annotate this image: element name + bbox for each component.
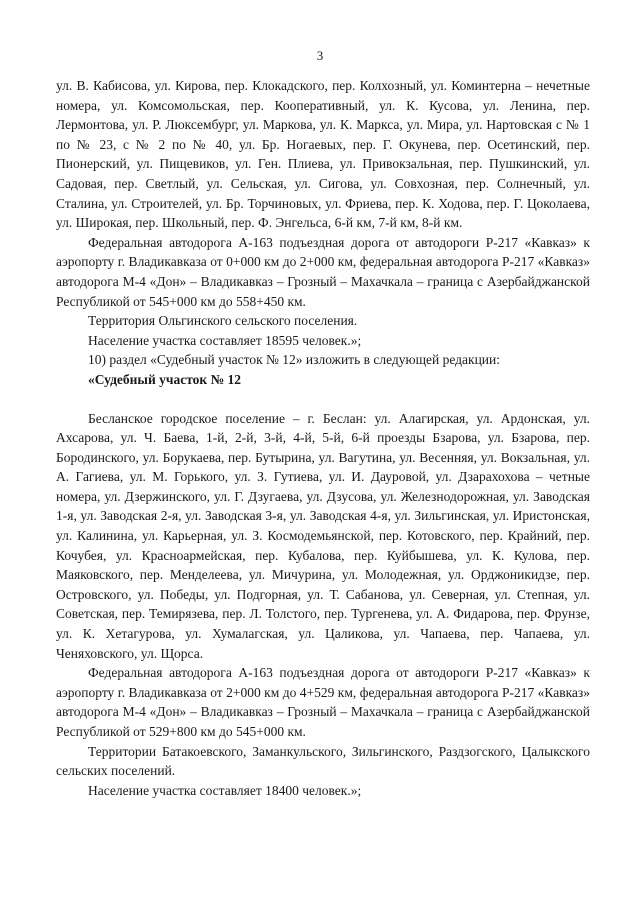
population-paragraph: Население участка составляет 18595 человек.»; (88, 332, 362, 348)
section-instruction-paragraph: 10) раздел «Судебный участок № 12» изложить в следующей редакции: (88, 352, 501, 368)
highway-paragraph: Федеральная автодорога А-163 подъездная дорога от автодороги Р-217 «Кавказ» к аэропорту г. Владикавказа от 2+000 км до 4+529 км, федеральная автодорога Р-217 «Кавказ» автодорога М-4 «Дон» – Владикавказ – Грозный – Махачкала – граница с Азербайджанской Республикой от 529+800 км до 545+000 км. (56, 665, 590, 739)
highway-paragraph: Федеральная автодорога А-163 подъездная дорога от автодороги Р-217 «Кавказ» к аэропорту г. Владикавказа от 0+000 км до 2+000 км, федеральная автодорога Р-217 «Кавказ» автодорога М-4 «Дон» – Владикавказ – Грозный – Махачкала – граница с Азербайджанской Республикой от 545+000 км до 558+450 км. (56, 234, 590, 309)
territory-paragraph: Территория Ольгинского сельского поселения. (88, 313, 358, 329)
street-list-paragraph: Бесланское городское поселение – г. Беслан: ул. Алагирская, ул. Ардонская, ул. Ахсарова, ул. Ч. Баева, 1-й, 2-й, 3-й, 4-й, 5-й, 6-й проезды Бзарова, ул. Бзарова, пер. Бородинского, ул. Борукаева, пер. Бутырина, ул. Вагутина, ул. Весенняя, ул. Вокзальная, ул. А. Гагиева, ул. М. Горького, ул. З. Гутиева, ул. И. Дауровой, ул. Дзарахохова – четные номера, ул. Дзержинского, ул. Г. Дзугаева, ул. Дзусова, ул. Железнодорожная, ул. Заводская 1-я, ул. Заводская 2-я, ул. Заводская 3-я, ул. Заводская 4-я, ул. Зильгинская, ул. Иристонская, ул. Калинина, ул. Карьерная, ул. З. Космодемьянской, пер. Котовского, пер. Крайний, пер. Кочубея, ул. Красноармейская, пер. Кубалова, пер. Куйбышева, ул. К. Кулова, пер. Маяковского, пер. Менделеева, ул. Мичурина, ул. Молодежная, ул. Орджоникидзе, пер. Островского, ул. Победы, ул. Подгорная, ул. Т. Сабанова, ул. Северная, ул. Степная, ул. Советская, пер. Темирязева, пер. Л. Толстого, пер. Тургенева, ул. А. Фидарова, пер. Фрунзе, ул. К. Хетагурова, ул. Хумалагская, ул. Цаликова, ул. Чапаева, пер. Чапаева, ул. Ченяховского, ул. Щорса. (56, 410, 590, 661)
spacer (56, 390, 590, 409)
street-list-paragraph: ул. В. Кабисова, ул. Кирова, пер. Клокадского, пер. Колхозный, ул. Коминтерна – нечетные номера, ул. Комсомольская, пер. Кооперативный, ул. К. Кусова, ул. Ленина, пер. Лермонтова, ул. Р. Люксембург, ул. Маркова, ул. К. Маркса, ул. Мира, ул. Нартовская с № 1 по № 23, с № 2 по № 40, ул. Бр. Ногаевых, пер. Г. Окунева, пер. Осетинский, пер. Пионерский, ул. Пищевиков, ул. Ген. Плиева, ул. Привокзальная, пер. Пушкинский, ул. Садовая, пер. Светлый, ул. Сельская, ул. Сигова, ул. Совхозная, пер. Солнечный, ул. Сталина, ул. Строителей, ул. Бр. Торчиновых, ул. Фриева, пер. К. Ходова, пер. Г. Цоколаева, ул. Широкая, пер. Школьный, пер. Ф. Энгельса, 6-й км, 7-й км, 8-й км. (56, 78, 590, 231)
section-heading: «Судебный участок № 12 (88, 371, 242, 387)
document-body (56, 76, 590, 800)
page-number: 3 (316, 48, 324, 63)
territory-paragraph: Территории Батакоевского, Заманкульского, Зильгинского, Раздзогского, Цалыкского сельских поселений. (56, 743, 590, 779)
population-paragraph: Население участка составляет 18400 человек.»; (88, 782, 362, 798)
